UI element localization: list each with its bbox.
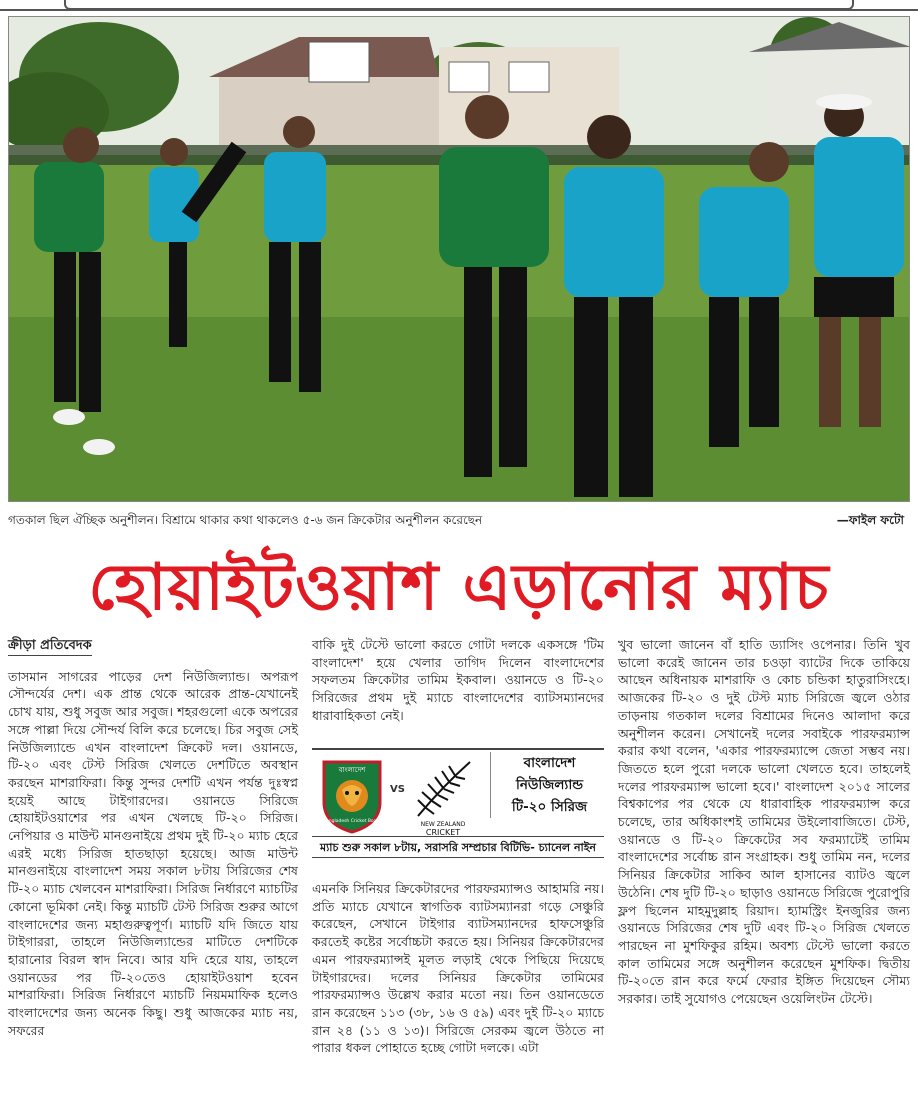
team-1: বাংলাদেশ xyxy=(523,755,576,771)
team-2: নিউজিল্যান্ড xyxy=(515,777,584,793)
nz-logo-text-2: CRICKET xyxy=(425,828,461,837)
news-photo xyxy=(8,16,910,502)
nz-logo-text-1: NEW ZEALAND xyxy=(420,821,466,828)
top-notch xyxy=(64,0,854,10)
vs-label: VS xyxy=(390,784,405,795)
article-column-2-bottom xyxy=(312,880,604,1057)
broadcast-info: ম্যাচ শুরু সকাল ৮টায়, সরাসরি সম্প্রচার বিটিভি- চ্যানেল নাইন xyxy=(312,836,604,858)
match-info-box xyxy=(312,748,604,858)
bcb-logo-icon xyxy=(320,758,384,834)
article-column-3 xyxy=(618,636,910,1008)
bcb-logo-text-bottom: Bangladesh Cricket Board xyxy=(322,819,382,824)
photo-illustration xyxy=(9,17,910,502)
series-name: টি-২০ সিরিজ xyxy=(511,799,588,815)
headline: হোয়াইটওয়াশ এড়ানোর ম্যাচ xyxy=(88,550,830,625)
article-column-2 xyxy=(312,636,604,725)
photo-caption: গতকাল ছিল ঐচ্ছিক অনুশীলন। বিশ্রামে থাকার কথা থাকলেও ৫-৬ জন ক্রিকেটার অনুশীলন করেছেন xyxy=(8,513,483,527)
article-column-1 xyxy=(8,636,298,1039)
match-teams xyxy=(490,752,602,818)
byline: ক্রীড়া প্রতিবেদক xyxy=(8,637,92,656)
photo-credit: —ফাইল ফটো xyxy=(836,513,904,527)
bcb-logo-text-top: বাংলাদেশ xyxy=(338,766,366,774)
column-2-bottom-text: এমনকি সিনিয়র ক্রিকেটারদের পারফরম্যান্সও আহামরি নয়। প্রতি ম্যাচে যেখানে স্বাগতিক ব্যাটসম্যানরা গড়ে সেঞ্চুরি করেছেন, সেখানে টাইগার ব্যাটসম্যানদের হাফসেঞ্চুরি করতেই কষ্টের সর্বোচ্চটা করতে হয়। সিনিয়র ক্রিকেটারদের এমন পারফরম্যান্সই মূলত লড়াই থেকে পিছিয়ে দিয়েছে টাইগারদের। দলের সিনিয়র ক্রিকেটার তামিমের পারফরম্যান্সও উল্লেখ করার মতো নয়। তিন ওয়ানডেতে রান করেছেন ১১৩ (৩৮, ১৬ ও ৫৯) এবং দুই টি-২০ ম্যাচে রান ২৪ (১১ ও ১৩)। সিরিজে সেরকম জ্বলে উঠতে না পারার ধকল পোহাতে হচ্ছে গোটা দলকে। এটা xyxy=(312,881,604,1056)
nz-cricket-fern-logo-icon xyxy=(408,756,478,838)
column-3-text: খুব ভালো জানেন বাঁ হাতি ড্যাসিং ওপেনার। তিনি খুব ভালো করেই জানেন তার চওড়া ব্যাটের দিকে তাকিয়ে আছেন অধিনায়ক মাশরাফি ও কোচ চন্ডিকা হাতুরাসিংহে। আজকের টি-২০ ও দুই টেস্ট ম্যাচ সিরিজে জ্বলে ওঠার তাড়নায় গতকাল দলের বিশ্রামের দিনেও আলাদা করে অনুশীলন করেন। সেখানেই দলের সবাইকে পারফরম্যান্স করার কথা বলেন, 'একার পারফরম্যান্সে জেতা সম্ভব নয়। জিততে হলে পুরো দলকে ভালো খেলতে হবে। তাহলেই দলের পারফরম্যান্স ভালো হবে।' বাংলাদেশ ২০১৫ সালের বিশ্বকাপের পর থেকে যে ধারাবাহিক পারফরম্যান্স করে চলেছে, তার অধিকাংশই তামিমের উইলোবাজিতে। টেস্ট, ওয়ানডে ও টি-২০ ক্রিকেটের সব ফরম্যাটেই তামিম বাংলাদেশের সর্বোচ্চ রান সংগ্রাহক। শুধু তামিম নন, দলের সিনিয়র ক্রিকেটার সাকিব আল হাসানের ব্যাটও জ্বলে উঠেনি। শেষ দুটি টি-২০ ছাড়াও ওয়ানডে সিরিজে পুরোপুরি ফ্লপ ছিলেন মাহমুদুল্লাহ রিয়াদ। হ্যামস্ট্রিং ইনজুরির জন্য ওয়ানডে সিরিজের শেষ দুটি এবং টি-২০ সিরিজ খেলতে পারছেন না মুশফিকুর রহিম। অবশ্য টেস্টে ভালো করতে কাল তামিমের সঙ্গে অনুশীলন করেছেন মুশফিক। দ্বিতীয় টি-২০তে রান করে ফর্মে ফেরার ইঙ্গিত দিয়েছেন সৌম্য সরকার। তাই সুযোগও পেয়েছেন ওয়েলিংটন টেস্টে। xyxy=(618,637,910,1007)
top-page-frame xyxy=(0,0,918,12)
column-1-text: তাসমান সাগরের পাড়ের দেশ নিউজিল্যান্ড। অপরূপ সৌন্দর্যের দেশ। এক প্রান্ত থেকে আরেক প্রান্ত-যেখানেই চোখ যায়, শুধু সবুজ আর সবুজ। শহরগুলো একে অপরের সঙ্গে পাল্লা দিয়ে সৌন্দর্য বিলি করে চলেছে। চির সবুজ সেই নিউজিল্যান্ডে এখন বাংলাদেশ ক্রিকেট দল। ওয়ানডে, টি-২০ এবং টেস্ট সিরিজ খেলতে দেশটিতে অবস্থান করছেন মাশরাফিরা। কিন্তু সুন্দর দেশটি এখন পর্যন্ত দুঃস্বপ্ন হয়েই আছে টাইগারদের। ওয়ানডে সিরিজে হোয়াইটওয়াশের পর এখন খেলছে টি-২০ সিরিজ। নেপিয়ার ও মাউন্ট মানগুনাইয়ে প্রথম দুই টি-২০ ম্যাচ হেরে এরই মধ্যে সিরিজ হাতছাড়া হয়েছে। আজ মাউন্ট মানগুনাইয়ে বাংলাদেশ সময় সকাল ৮টায় সিরিজের শেষ টি-২০ ম্যাচ খেলবেন মাশরাফিরা। সিরিজ নির্ধারণে ম্যাচটির কোনো ভূমিকা নেই। কিন্তু ম্যাচটি টেস্ট সিরিজ শুরুর আগে বাংলাদেশের জন্য মহাগুরুত্বপূর্ণ। ম্যাচটি যদি জিতে যায় টাইগাররা, তাহলে নিউজিল্যান্ডের মাটিতে দেশটিকে হারানোর বিরল স্বাদ নিবে। আর যদি হেরে যায়, তাহলে ওয়ানডের পর টি-২০তেও হোয়াইটওয়াশ হবেন মাশরাফিরা। সিরিজ নির্ধারণে ম্যাচটি নিয়মমাফিক হলেও বাংলাদেশের জন্য অনেক কিছু। শুধু আজকের ম্যাচ নয়, সফরের xyxy=(8,668,298,1038)
column-2-top-text: বাকি দুই টেস্টে ভালো করতে গোটা দলকে একসঙ্গে 'টিম বাংলাদেশ' হয়ে খেলার তাগিদ দিলেন বাংলাদেশের সফলতম ক্রিকেটার তামিম ইকবাল। ওয়ানডে ও টি-২০ সিরিজের প্রথম দুই ম্যাচে বাংলাদেশের ব্যাটসম্যানদের ধারাবাহিকতা নেই। xyxy=(312,637,604,723)
